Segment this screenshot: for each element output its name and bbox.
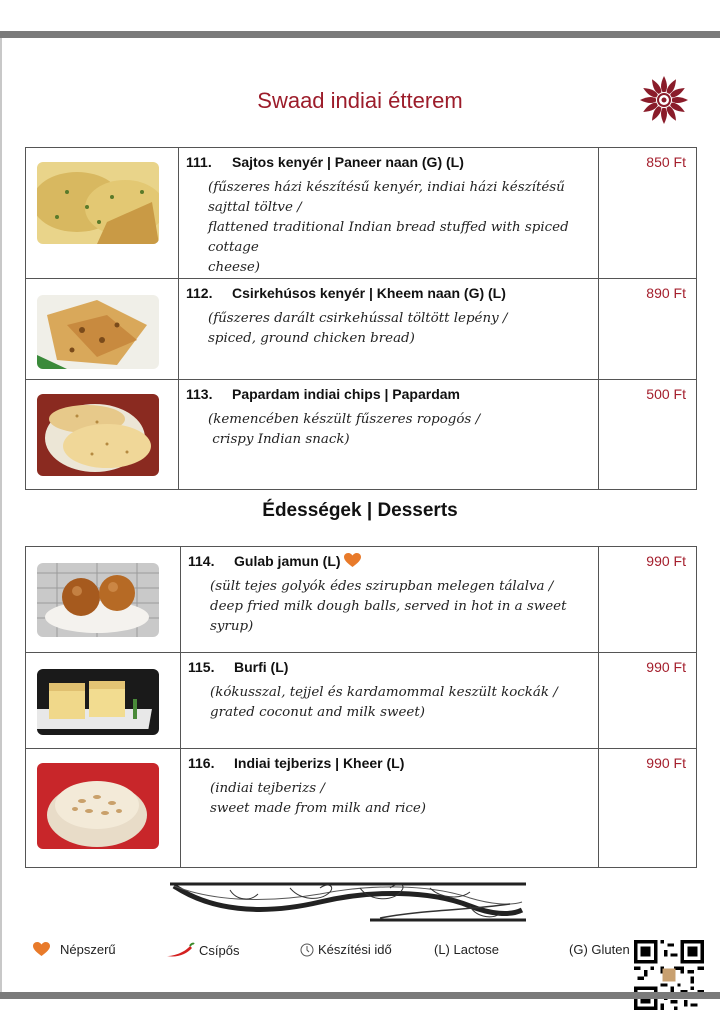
legend-gluten [569,942,630,957]
paisley-ornament-divider [170,880,526,922]
description-line: (kemencében készült fűszeres ropogós / [208,412,481,427]
legend-label: Népszerű [60,942,116,957]
legend-label: (G) Gluten [569,942,630,957]
desserts-section-title: Édességek | Desserts [262,500,458,521]
item-description [208,410,598,450]
legend-spicy [165,942,239,958]
item-heading [188,755,598,771]
item-number: 115. [188,659,215,675]
item-text-cell [179,279,599,380]
item-price [599,653,697,749]
item-price [599,148,697,279]
item-number: 112. [186,285,213,301]
item-number: 113. [186,386,213,402]
item-number: 114. [188,553,215,569]
price-text: 990 Ft [646,755,686,771]
gulab-jamun-photo [37,563,159,637]
paneer-naan-photo [37,162,159,244]
item-text-cell [181,749,599,868]
description-line: crispy Indian snack) [208,432,350,447]
item-heading [186,386,598,402]
item-price [599,279,697,380]
table-row [26,749,697,868]
heart-icon [33,942,50,957]
item-number: 111. [186,154,212,170]
legend-prep-time [300,942,392,957]
item-price [599,380,697,490]
item-text-cell [179,380,599,490]
item-description [210,779,598,819]
price-text: 890 Ft [646,285,686,301]
table-row [26,148,697,279]
item-name: Sajtos kenyér | Paneer naan (G) (L) [232,154,464,170]
heart-icon [344,553,361,568]
burfi-photo [37,669,159,735]
description-line: spiced, ground chicken bread) [208,331,415,346]
description-line: (kókusszal, tejjel és kardamommal keszült kockák / [210,685,558,700]
price-text: 990 Ft [646,659,686,675]
top-border-bar [0,31,720,38]
bread-menu-table [25,147,697,490]
legend-lactose [434,942,499,957]
description-line: (fűszeres házi készítésű kenyér, indiai házi készítésű sajttal töltve / [208,180,565,215]
item-text-cell [181,547,599,653]
item-name: Csirkehúsos kenyér | Kheem naan (G) (L) [232,285,506,301]
item-heading [188,659,598,675]
item-price [599,749,697,868]
legend-label: (L) Lactose [434,942,500,957]
item-name: Burfi (L) [234,659,289,675]
item-description [208,178,598,278]
item-name: Gulab jamun (L) [234,553,341,569]
description-line: grated coconut and milk sweet) [210,705,425,720]
table-row [26,279,697,380]
item-name: Indiai tejberizs | Kheer (L) [234,755,405,771]
item-description [210,683,598,723]
legend-popular [33,942,116,957]
clock-icon [300,943,314,957]
kheem-naan-photo [37,295,159,369]
description-line: deep fried milk dough balls, served in hot in a sweet syrup) [210,599,567,634]
mandala-logo-icon [638,74,690,126]
restaurant-title: Swaad indiai étterem [257,88,463,113]
price-text: 990 Ft [646,553,686,569]
item-image-cell [26,380,179,490]
item-number: 116. [188,755,215,771]
qr-code [634,940,704,1010]
item-heading [186,285,598,301]
description-line: sweet made from milk and rice) [210,801,427,816]
chili-pepper-icon [165,942,195,958]
item-heading [186,154,598,170]
table-row [26,547,697,653]
item-text-cell [181,653,599,749]
table-row [26,380,697,490]
papardam-photo [37,394,159,476]
item-name: Papardam indiai chips | Papardam [232,386,460,402]
item-image-cell [26,148,179,279]
item-text-cell [179,148,599,279]
description-line: (sült tejes golyók édes szirupban melegen tálalva / [210,579,554,594]
bottom-border-bar [0,992,720,999]
dessert-menu-table [25,546,697,868]
description-line: (fűszeres darált csirkehússal töltött lepény / [208,311,508,326]
price-text: 500 Ft [646,386,686,402]
description-line: (indiai tejberizs / [210,781,325,796]
item-price [599,547,697,653]
item-heading [188,553,598,569]
item-image-cell [26,749,181,868]
item-description [208,309,598,349]
table-row [26,653,697,749]
item-image-cell [26,547,181,653]
kheer-photo [37,763,159,849]
legend-label: Csípős [199,942,240,958]
description-line: flattened traditional Indian bread stuffed with spiced cottage [208,220,569,255]
legend-label: Készítési idő [318,942,392,957]
item-description [210,577,598,637]
description-line: cheese) [208,260,260,275]
item-image-cell [26,279,179,380]
price-text: 850 Ft [646,154,686,170]
item-image-cell [26,653,181,749]
